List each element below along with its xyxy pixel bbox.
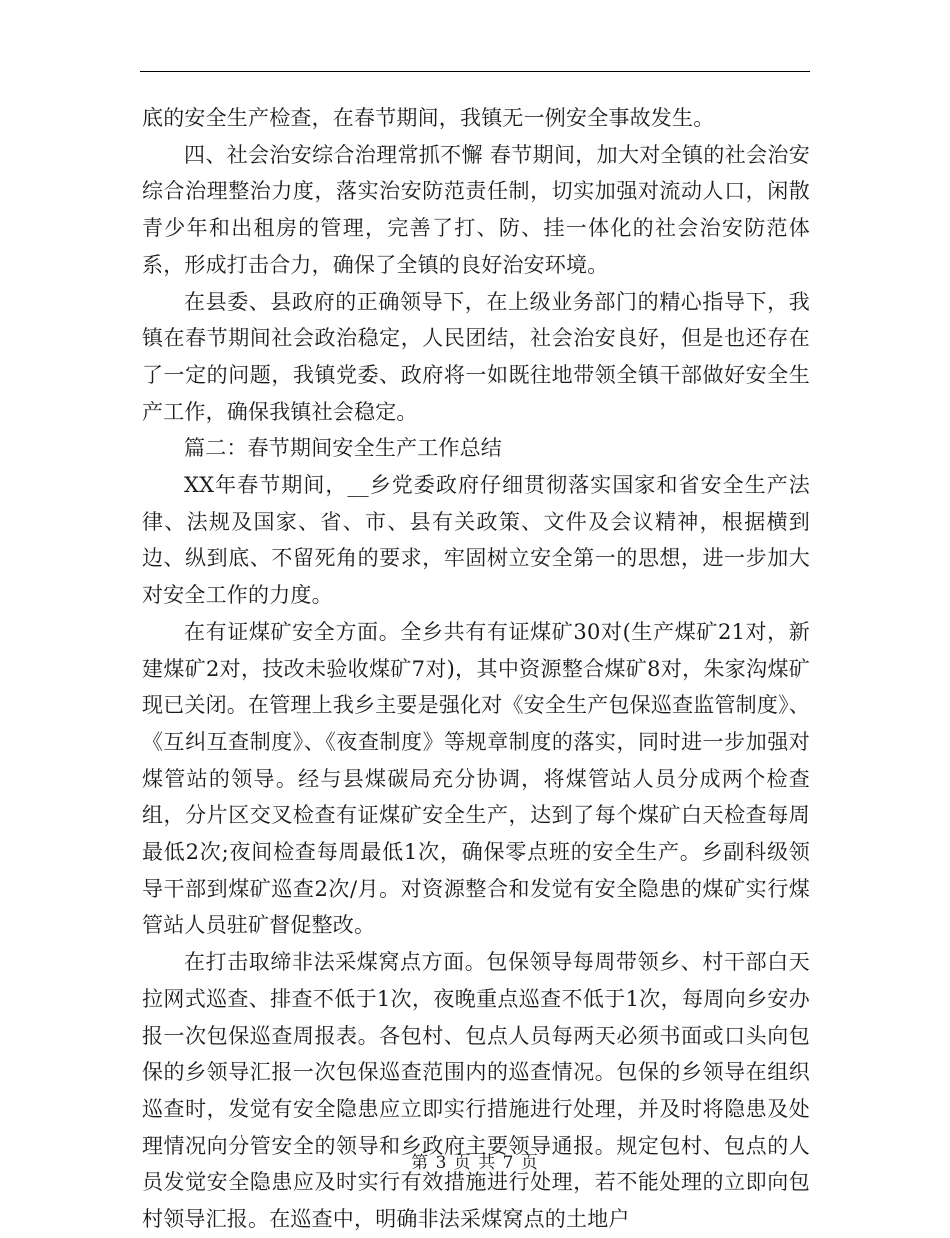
header-divider [140,71,810,72]
paragraph: 四、社会治安综合治理常抓不懈 春节期间，加大对全镇的社会治安综合治理整治力度，落实治安防范责任制，切实加强对流动人口，闲散青少年和出租房的管理，完善了打、防、挂一体化的社会治安防范体系，形成打击合力，确保了全镇的良好治安环境。 [142,142,810,277]
page-number: 第 3 页 共 7 页 [411,1153,539,1173]
paragraph: XX年春节期间，__乡党委政府仔细贯彻落实国家和省安全生产法律、法规及国家、省、市、县有关政策、文件及会议精神，根据横到边、纵到底、不留死角的要求，牢固树立安全第一的思想，进一步加大对安全工作的力度。 [142,473,810,608]
paragraph: 在打击取缔非法采煤窝点方面。包保领导每周带领乡、村干部白天拉网式巡查、排查不低于1次，夜晚重点巡查不低于1次，每周向乡安办报一次包保巡查周报表。各包村、包点人员每两天必须书面或口头向包保的乡领导汇报一次包保巡查范围内的巡查情况。包保的乡领导在组织巡查时，发觉有安全隐患应立即实行措施进行处理，并及时将隐患及处理情况向分管安全的领导和乡政府主要领导通报。规定包村、包点的人员发觉安全隐患应及时实行有效措施进行处理，若不能处理的立即向包村领导汇报。在巡查中，明确非法采煤窝点的土地户 [142,950,810,1232]
paragraph: 在有证煤矿安全方面。全乡共有有证煤矿30对(生产煤矿21对，新建煤矿2对，技改未验收煤矿7对)，其中资源整合煤矿8对，朱家沟煤矿现已关闭。在管理上我乡主要是强化对《安全生产包保巡查监管制度》、《互纠互查制度》、《夜查制度》等规章制度的落实，同时进一步加强对煤管站的领导。经与县煤碳局充分协调，将煤管站人员分成两个检查组，分片区交叉检查有证煤矿安全生产，达到了每个煤矿白天检查每周最低2次;夜间检查每周最低1次，确保零点班的安全生产。乡副科级领导干部到煤矿巡查2次/月。对资源整合和发觉有安全隐患的煤矿实行煤管站人员驻矿督促整改。 [142,619,810,938]
section-heading: 篇二：春节期间安全生产工作总结 [184,436,502,461]
paragraph: 在县委、县政府的正确领导下，在上级业务部门的精心指导下，我镇在春节期间社会政治稳定，人民团结，社会治安良好，但是也还存在了一定的问题，我镇党委、政府将一如既往地带领全镇干部做好安全生产工作，确保我镇社会稳定。 [142,289,810,424]
page-footer [0,1148,950,1173]
paragraph: 底的安全生产检查，在春节期间，我镇无一例安全事故发生。 [142,106,715,130]
document-body [142,100,810,1238]
